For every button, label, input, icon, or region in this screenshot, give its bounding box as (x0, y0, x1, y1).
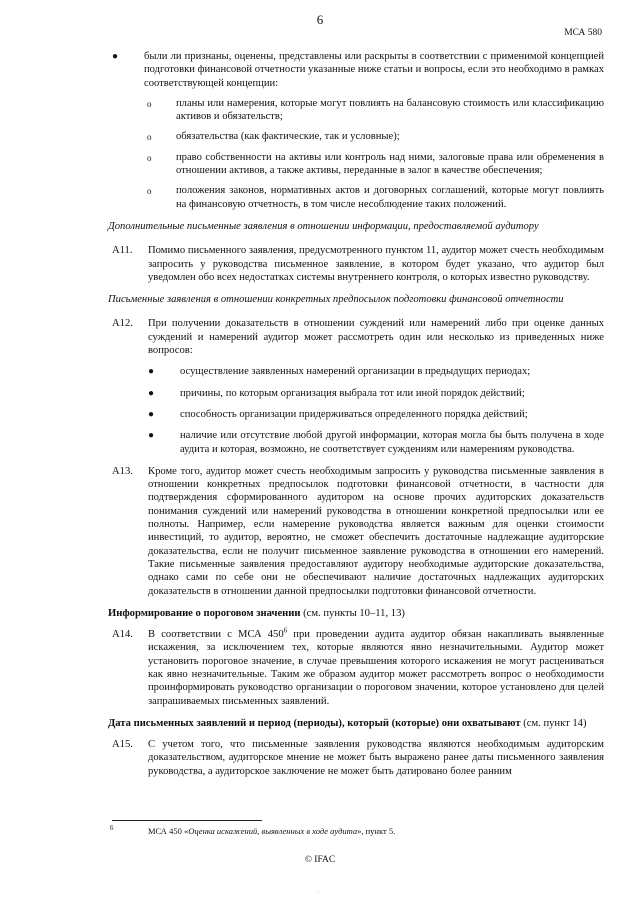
heading-bold-text: Информирование о пороговом значении (108, 607, 301, 619)
sub-item-text: обязательства (как фактические, так и условные); (176, 131, 400, 143)
circle-bullet-icon: o (147, 132, 152, 143)
footnote-prefix: МСА 450 « (148, 826, 189, 836)
bullet-icon: ● (148, 366, 155, 378)
standard-code: МСА 580 (564, 28, 602, 38)
footnote-number: 6 (110, 824, 114, 832)
document-body (108, 50, 604, 787)
bullet-text: способность организации придерживаться определенного порядка действий; (180, 408, 528, 420)
paragraph-text: Кроме того, аудитор может счесть необходимым запросить у руководства письменные заявления в отношении конкретных предпосылок подготовки финансовой отчетности, в частности для подтверждения сформированного аудитором на основе прочих аудиторских доказательств понимания суждений или намерений руководства в отношении конкретной предпосылки или ее полноты. Например, если намерение руководства является важным для оценки стоимости инвестиций, то аудитор, вероятно, не сможет обеспечить достаточные надлежащие аудиторские доказательства, если не получит письменное заявление руководства в отношении его намерений. Такие письменные заявления предоставляют аудитору необходимые аудиторские доказательства, однако сами по себе они не обеспечивают наличие достаточных надлежащих аудиторских доказательств в отношении данной предпосылки подготовки финансовой отчетности. (148, 465, 604, 597)
bullet-icon: ● (148, 430, 155, 442)
paragraph-text: С учетом того, что письменные заявления руководства являются необходимым аудиторским доказательством, аудиторское мнение не может быть выражено ранее даты письменного заявления руководства, а аудиторское заключение не может быть датировано более ранним (148, 739, 604, 777)
bullet-item (148, 387, 604, 400)
bullet-text: наличие или отсутствие любой другой информации, которая могла бы быть получена в ходе аудита и которая, возможно, не соответствует суждениям или намерениям руководства. (180, 430, 604, 455)
bullet-text: причины, по которым организация выбрала тот или иной порядок действий; (180, 387, 525, 399)
paragraph-a13 (112, 465, 604, 598)
page-marker: . (318, 888, 320, 894)
bullet-icon: ● (148, 387, 155, 399)
sub-item (144, 97, 604, 124)
section-heading-bold (108, 717, 604, 730)
sub-item (144, 151, 604, 178)
sub-item (144, 184, 604, 211)
bullet-icon: ● (112, 51, 119, 62)
footnote-title: Оценка искажений, выявленных в ходе аудита (188, 826, 358, 836)
paragraph-label: A14. (112, 629, 133, 641)
paragraph-text (148, 628, 604, 708)
paragraph-label: A11. (112, 245, 133, 257)
bullet-text: были ли признаны, оценены, представлены или раскрыты в соответствии с применимой концепцией подготовки финансовой отчетности указанные ниже статьи и вопросы, если это необходимо в рамках соответствующей концепции: (144, 51, 604, 89)
bullet-item (148, 429, 604, 456)
paragraph-text: При получении доказательств в отношении суждений или намерений либо при оценке данных суждений и намерений аудитор может рассмотреть один или несколько из приведенных ниже вопросов: (148, 318, 604, 357)
bullet-icon: ● (148, 408, 155, 420)
paragraph-text: Помимо письменного заявления, предусмотренного пунктом 11, аудитор может счесть необходимым запросить у руководства письменное заявление, в котором будет указано, что аудитор был уведомлен обо всех недостатках системы внутреннего контроля, о которых известно руководству. (148, 245, 604, 283)
heading-reference: (см. пункты 10–11, 13) (300, 607, 405, 619)
circle-bullet-icon: o (147, 186, 152, 197)
page-number: 6 (316, 12, 324, 27)
bullet-item (148, 365, 604, 378)
section-heading-italic: Дополнительные письменные заявления в отношении информации, предоставляемой аудитору (108, 220, 539, 232)
heading-bold-text: Дата письменных заявлений и период (периоды), который (которые) они охватывают (108, 717, 521, 729)
footnote-divider (112, 820, 262, 821)
bullet-item (112, 50, 604, 90)
paragraph-label: A12. (112, 318, 133, 330)
footnote (112, 826, 604, 836)
section-heading-bold (108, 607, 604, 620)
paragraph-label: A15. (112, 739, 133, 751)
footnote-suffix: », пункт 5. (357, 826, 396, 836)
sub-item-text: право собственности на активы или контроль над ними, залоговые права или обременения в отношении активов, а также активы, переданные в залог в качестве обеспечения; (176, 151, 604, 177)
footnote-ref[interactable]: 6 (283, 626, 288, 635)
paragraph-a12 (112, 317, 604, 455)
sub-item-text: планы или намерения, которые могут повлиять на балансовую стоимость или классификацию активов и обязательств; (176, 97, 604, 123)
footnote-text (112, 826, 604, 836)
paragraph-a11 (112, 244, 604, 284)
paragraph-text-part: при проведении аудита аудитор обязан накапливать выявленные искажения, за исключением тех, которые являются явно незначительными. Аудитор может установить пороговое значение, в случае превышения которого искажения не могут расцениваться как явно незначительные. Таким же образом аудитор может рассмотреть вопрос о необходимости проинформировать руководство организации о пороговом значении, которое установлено для целей запрашиваемых письменных заявлений. (148, 629, 604, 707)
circle-bullet-icon: o (147, 152, 152, 163)
heading-reference: (см. пункт 14) (520, 717, 587, 729)
sub-item-text: положения законов, нормативных актов и договорных соглашений, которые могут повлиять на финансовую отчетность, в том числе несоблюдение таких положений. (176, 185, 604, 210)
paragraph-a15 (112, 738, 604, 778)
paragraph-a14 (112, 628, 604, 708)
section-heading-italic: Письменные заявления в отношении конкретных предпосылок подготовки финансовой отчетности (108, 294, 564, 306)
paragraph-label: A13. (112, 465, 133, 477)
paragraph-text-part: В соответствии с МСА 450 (148, 629, 284, 641)
bullet-text: осуществление заявленных намерений организации в предыдущих периодах; (180, 366, 531, 378)
copyright-footer: © IFAC (304, 855, 336, 865)
circle-bullet-icon: o (147, 98, 152, 109)
bullet-item (148, 408, 604, 421)
sub-item (144, 130, 604, 143)
